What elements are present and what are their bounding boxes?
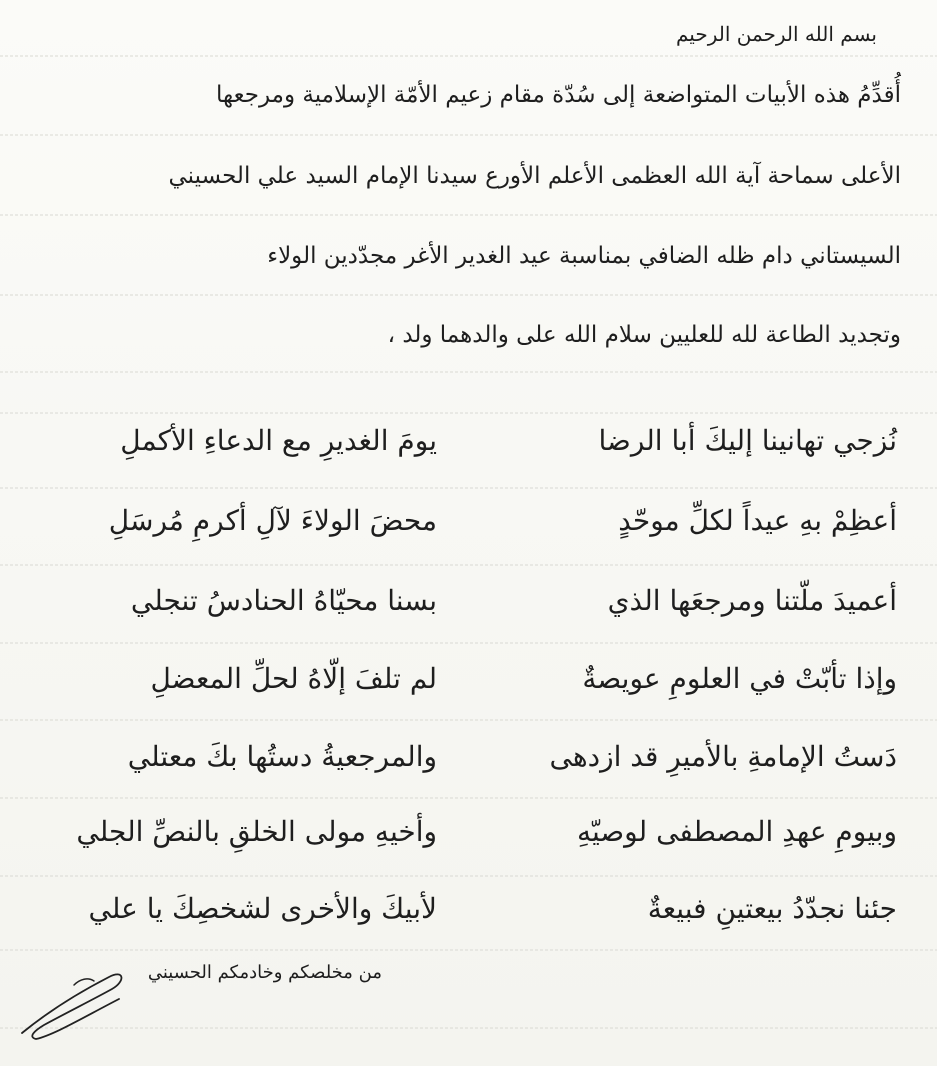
closing-line: من مخلصكم وخادمكم الحسيني [147,962,382,983]
signature-icon [14,955,134,1045]
verse-7-first-hemistich: جئنا نجدّدُ بيعتينِ فبيعةٌ [647,892,897,925]
verse-4-second-hemistich: لم تلفَ إلّاهُ لحلِّ المعضلِ [150,662,437,695]
verse-1-second-hemistich: يومَ الغديرِ مع الدعاءِ الأكملِ [120,424,437,457]
verse-2-second-hemistich: محضَ الولاءَ لآلِ أكرمِ مُرسَلِ [108,504,437,537]
basmala: بسم الله الرحمن الرحيم [675,22,877,46]
intro-line-3: السيستاني دام ظله الضافي بمناسبة عيد الغدير الأغر مجدّدين الولاء [267,243,901,269]
intro-line-2: الأعلى سماحة آية الله العظمى الأعلم الأورع سيدنا الإمام السيد علي الحسيني [168,163,901,189]
verse-5-second-hemistich: والمرجعيةُ دستُها بكَ معتلي [127,740,437,773]
verse-6-first-hemistich: وبيومِ عهدِ المصطفى لوصيّهِ [576,815,897,848]
verse-6-second-hemistich: وأخيهِ مولى الخلقِ بالنصِّ الجلي [76,815,437,848]
verse-4-first-hemistich: وإذا تأبّتْ في العلومِ عويصةٌ [582,662,897,695]
intro-line-1: أُقدِّمُ هذه الأبيات المتواضعة إلى سُدّة مقام زعيم الأمّة الإسلامية ومرجعها [216,82,901,108]
verse-2-first-hemistich: أعظِمْ بهِ عيداً لكلِّ موحّدٍ [618,504,897,537]
intro-line-4: وتجديد الطاعة لله للعليين سلام الله على والدهما ولد ، [387,322,901,348]
verse-5-first-hemistich: دَستُ الإمامةِ بالأميرِ قد ازدهى [549,740,897,773]
verse-7-second-hemistich: لأبيكَ والأخرى لشخصِكَ يا علي [88,892,437,925]
verse-3-first-hemistich: أعميدَ ملّتنا ومرجعَها الذي [607,584,897,617]
verse-1-first-hemistich: نُزجي تهانينا إليكَ أبا الرضا [598,424,897,457]
verse-3-second-hemistich: بسنا محيّاهُ الحنادسُ تنجلي [130,584,437,617]
